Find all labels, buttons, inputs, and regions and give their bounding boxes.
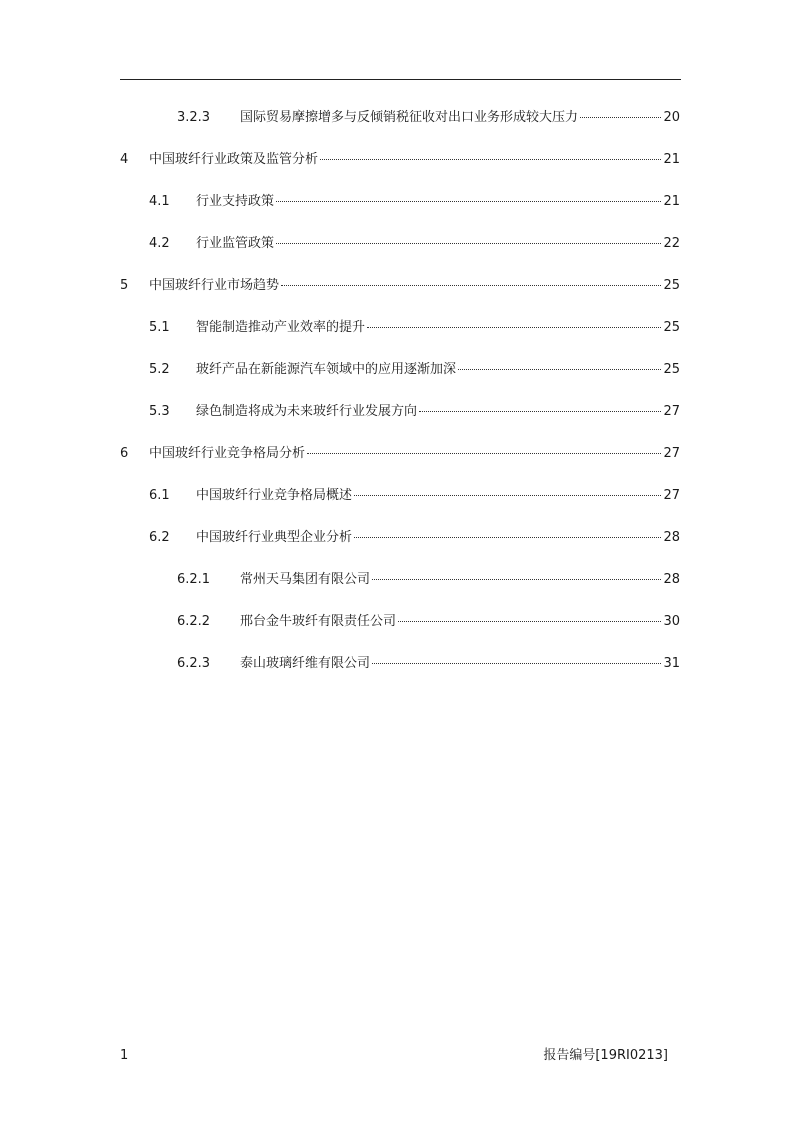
toc-title: 邢台金牛玻纤有限责任公司 [240, 614, 397, 629]
toc-dot-leader [419, 401, 661, 412]
toc-page-number: 31 [663, 656, 680, 671]
toc-dot-leader [354, 485, 661, 496]
toc-number: 5.2 [149, 362, 170, 377]
toc-entry-5-3[interactable] [149, 402, 680, 422]
toc-entry-5[interactable] [120, 276, 680, 296]
toc-page-number: 21 [663, 152, 680, 167]
toc-entry-6-2-2[interactable] [177, 612, 680, 632]
toc-page-number: 27 [663, 446, 680, 461]
toc-page-number: 22 [663, 236, 680, 251]
toc-number: 5.1 [149, 320, 170, 335]
toc-entry-6-1[interactable] [149, 486, 680, 506]
toc-title: 国际贸易摩擦增多与反倾销税征收对出口业务形成较大压力 [240, 110, 579, 125]
toc-page-number: 27 [663, 404, 680, 419]
toc-entry-4-2[interactable] [149, 234, 680, 254]
toc-entry-6-2[interactable] [149, 528, 680, 548]
toc-title: 常州天马集团有限公司 [240, 572, 371, 587]
toc-entry-5-1[interactable] [149, 318, 680, 338]
toc-page-number: 21 [663, 194, 680, 209]
toc-title: 绿色制造将成为未来玻纤行业发展方向 [196, 404, 418, 419]
toc-dot-leader [580, 107, 661, 118]
toc-number: 5.3 [149, 404, 170, 419]
toc-page-number: 20 [663, 110, 680, 125]
toc-title: 行业监管政策 [196, 236, 275, 251]
toc-title: 行业支持政策 [196, 194, 275, 209]
toc-title: 智能制造推动产业效率的提升 [196, 320, 366, 335]
toc-dot-leader [307, 443, 661, 454]
toc-number: 4.2 [149, 236, 170, 251]
toc-number: 4 [120, 152, 129, 167]
toc-number: 4.1 [149, 194, 170, 209]
toc-dot-leader [367, 317, 661, 328]
toc-dot-leader [398, 611, 661, 622]
toc-page-number: 28 [663, 572, 680, 587]
toc-entry-6-2-3[interactable] [177, 654, 680, 674]
toc-title: 中国玻纤行业市场趋势 [149, 278, 280, 293]
toc-entry-6[interactable] [120, 444, 680, 464]
toc-dot-leader [276, 191, 661, 202]
toc-title: 泰山玻璃纤维有限公司 [240, 656, 371, 671]
toc-dot-leader [354, 527, 661, 538]
footer-report-id: 报告编号[19RI0213] [543, 1048, 668, 1063]
toc-number: 6.2 [149, 530, 170, 545]
toc-dot-leader [276, 233, 661, 244]
toc-page-number: 25 [663, 362, 680, 377]
toc-page-number: 25 [663, 320, 680, 335]
toc-dot-leader [281, 275, 661, 286]
toc-page-number: 28 [663, 530, 680, 545]
toc-entry-4-1[interactable] [149, 192, 680, 212]
toc-number: 6.2.2 [177, 614, 211, 629]
toc-number: 5 [120, 278, 129, 293]
toc-dot-leader [372, 569, 661, 580]
toc-entry-5-2[interactable] [149, 360, 680, 380]
toc-dot-leader [372, 653, 661, 664]
toc-dot-leader [458, 359, 661, 370]
footer-page-number: 1 [120, 1048, 129, 1063]
toc-title: 玻纤产品在新能源汽车领域中的应用逐渐加深 [196, 362, 457, 377]
toc-title: 中国玻纤行业政策及监管分析 [149, 152, 319, 167]
toc-entry-6-2-1[interactable] [177, 570, 680, 590]
toc-number: 6.2.3 [177, 656, 211, 671]
toc-page-number: 27 [663, 488, 680, 503]
toc-dot-leader [320, 149, 661, 160]
toc-title: 中国玻纤行业典型企业分析 [196, 530, 353, 545]
toc-entry-4[interactable] [120, 150, 680, 170]
toc-page-number: 30 [663, 614, 680, 629]
toc-number: 6 [120, 446, 129, 461]
toc-title: 中国玻纤行业竞争格局概述 [196, 488, 353, 503]
toc-number: 6.2.1 [177, 572, 211, 587]
toc-entry-3-2-3[interactable] [177, 108, 680, 128]
toc-page-number: 25 [663, 278, 680, 293]
toc-number: 3.2.3 [177, 110, 211, 125]
toc-number: 6.1 [149, 488, 170, 503]
toc-title: 中国玻纤行业竞争格局分析 [149, 446, 306, 461]
